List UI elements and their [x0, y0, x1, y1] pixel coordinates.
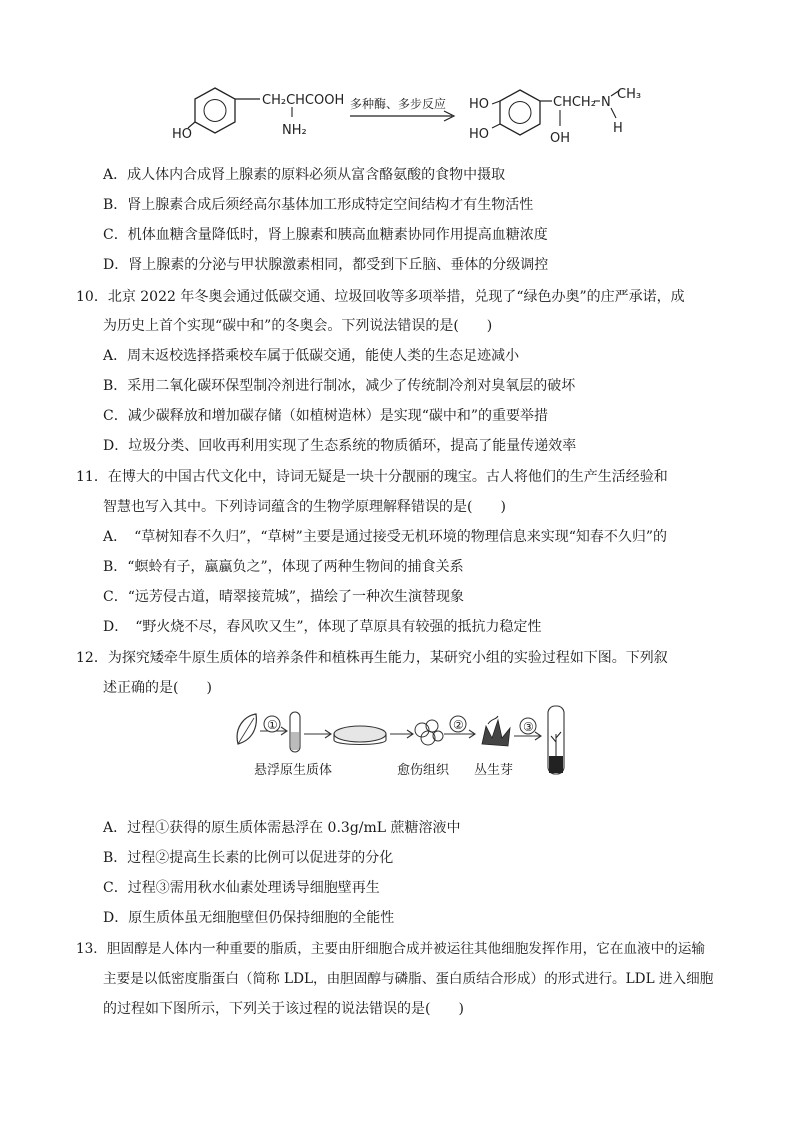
q11-option-d: D． “野火烧不尽，春风吹又生”，体现了草原具有较强的抵抗力稳定性	[103, 619, 542, 635]
product-benzene-ring	[500, 90, 540, 135]
q12-option-d: D．原生质体虽无细胞壁但仍保持细胞的全能性	[103, 910, 395, 926]
q13-stem-line-1: 13．胆固醇是人体内一种重要的脂质，主要由肝细胞合成并被运往其他细胞发挥作用，它在血液中的运输	[76, 941, 706, 957]
q11-option-c: C．“远芳侵古道，晴翠接荒城”，描绘了一种次生演替现象	[103, 589, 465, 605]
reactant-side-chain: CH₂CHCOOH	[262, 93, 345, 108]
q10-stem-line-2: 为历史上首个实现“碳中和”的冬奥会。下列说法错误的是( )	[103, 318, 493, 334]
product-methyl: CH₃	[617, 87, 642, 102]
q10-option-b: B．采用二氧化碳环保型制冷剂进行制冰，减少了传统制冷剂对臭氧层的破坏	[103, 378, 576, 394]
reactant-benzene-ring	[195, 88, 235, 133]
reactant-amino-group: NH₂	[282, 123, 307, 138]
tyrosine-to-adrenaline-reaction-figure	[170, 84, 650, 154]
q10-option-c: C．减少碳释放和增加碳存储（如植树造林）是实现“碳中和”的重要举措	[103, 408, 549, 424]
q12-option-b: B．过程②提高生长素的比例可以促进芽的分化	[103, 850, 394, 866]
q11-stem-line-2: 智慧也写入其中。下列诗词蕴含的生物学原理解释错误的是( )	[103, 499, 506, 515]
q12-stem-line-1: 12．为探究矮牵牛原生质体的培养条件和植株再生能力，某研究小组的实验过程如下图。下列叙	[76, 650, 668, 666]
reactant-hydroxyl: HO	[172, 127, 193, 142]
label-callus: 愈伤组织	[397, 763, 450, 778]
q10-option-d: D．垃圾分类、回收再利用实现了生态系统的物质循环，提高了能量传递效率	[103, 438, 577, 454]
q9-option-c: C．机体血糖含量降低时，肾上腺素和胰高血糖素协同作用提高血糖浓度	[103, 227, 548, 243]
q11-option-a: A． “草树知春不久归”，“草树”主要是通过接受无机环境的物理信息来实现“知春不久归”的	[103, 529, 668, 545]
product-hydroxyl-top: HO	[469, 97, 490, 112]
q9-option-a: A．成人体内合成肾上腺素的原料必须从富含酪氨酸的食物中摄取	[103, 167, 506, 183]
q12-stem-line-2: 述正确的是( )	[103, 680, 212, 696]
label-shoots: 丛生芽	[474, 763, 514, 778]
label-suspension-protoplast: 悬浮原生质体	[254, 763, 333, 778]
product-side-chain: CHCH₂	[553, 95, 596, 110]
q9-option-d: D．肾上腺素的分泌与甲状腺激素相同，都受到下丘脑、垂体的分级调控	[103, 257, 549, 273]
q12-option-a: A．过程①获得的原生质体需悬浮在 0.3g/mL 蔗糖溶液中	[103, 820, 461, 836]
q9-option-b: B．肾上腺素合成后须经高尔基体加工形成特定空间结构才有生物活性	[103, 197, 534, 213]
q13-stem-line-3: 的过程如下图所示，下列关于该过程的说法错误的是( )	[103, 1001, 464, 1017]
shoots-icon	[482, 716, 510, 746]
q12-option-c: C．过程③需用秋水仙素处理诱导细胞壁再生	[103, 880, 380, 896]
reaction-arrow-label: 多种酶、多步反应	[350, 97, 447, 111]
step-3-marker: ③	[523, 720, 534, 734]
q13-stem-line-2: 主要是以低密度脂蛋白（简称 LDL，由胆固醇与磷脂、蛋白质结合形成）的形式进行。LDL 进入细胞	[103, 971, 714, 987]
product-hydroxyl-chain: OH	[550, 131, 571, 146]
product-hydroxyl-bottom: HO	[469, 127, 490, 142]
step-2-marker: ②	[453, 718, 464, 732]
step-1-marker: ①	[267, 718, 278, 732]
callus-icon	[415, 720, 443, 745]
petri-dish-icon	[334, 726, 386, 742]
q11-stem-line-1: 11．在博大的中国古代文化中，诗词无疑是一块十分靓丽的瑰宝。古人将他们的生产生活经验和	[76, 469, 668, 485]
q11-option-b: B．“螟蛉有子，蠃蠃负之”，体现了两种生物间的捕食关系	[103, 559, 464, 575]
product-nitrogen: N	[601, 95, 611, 110]
q10-option-a: A．周末返校选择搭乘校车属于低碳交通，能使人类的生态足迹减小	[103, 348, 520, 364]
q10-stem-line-1: 10．北京 2022 年冬奥会通过低碳交通、垃圾回收等多项举措，兑现了“绿色办奥”的庄严承诺，成	[76, 289, 685, 305]
product-hydrogen: H	[613, 121, 623, 136]
